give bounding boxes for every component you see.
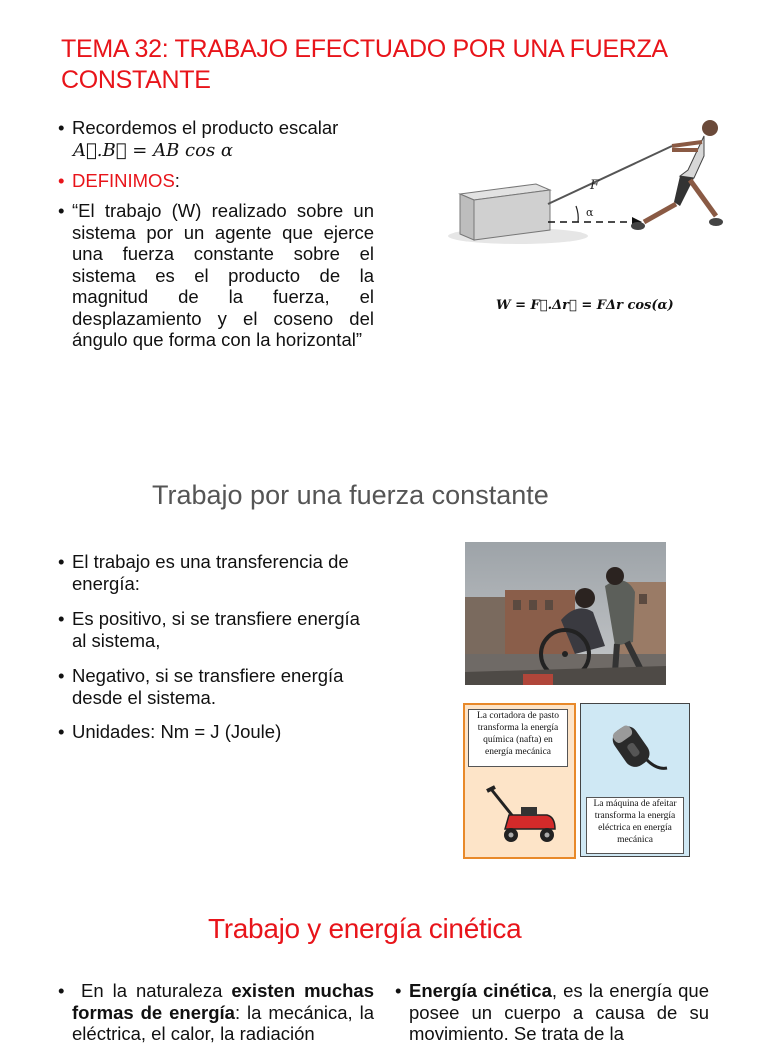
bullet-energy-forms [58, 980, 376, 1044]
energy-forms-post: : la mecánica, la eléctrica, el calor, la radiación [72, 1001, 374, 1044]
angle-label: α [586, 206, 594, 219]
kinetic-bold: Energía cinética [409, 980, 552, 1001]
shaver-icon [603, 714, 669, 780]
shaver-caption-box [586, 797, 684, 854]
bullet-text: Recordemos el producto escalar [72, 117, 339, 138]
definimos-label: DEFINIMOS [72, 170, 175, 191]
bullet-glyph: • [58, 117, 65, 138]
mower-caption: La cortadora de pasto transforma la energía química (nafta) en energía mecánica [476, 711, 560, 757]
bullet-glyph: • [58, 551, 65, 572]
lawnmower-icon [485, 785, 557, 849]
slide1-title: TEMA 32: TRABAJO EFECTUADO POR UNA FUERZA CONSTANTE [61, 35, 667, 94]
work-formula: W = F⃗.Δr⃗ = FΔr cos(α) [496, 298, 674, 313]
bullet-text: El trabajo es una transferencia de energía: [72, 551, 349, 594]
pulling-block-figure [448, 116, 720, 246]
bullet-glyph: • [58, 170, 65, 191]
bullet-text: Negativo, si se transfiere energía desde el sistema. [72, 665, 344, 708]
bullet-glyph: • [58, 665, 65, 686]
bullet-glyph: • [58, 608, 65, 629]
shaver-caption: La máquina de afeitar transforma la energía eléctrica en energía mecánica [593, 799, 677, 845]
mower-card [463, 703, 576, 859]
bullet-glyph: • [58, 721, 65, 742]
definition-text: “El trabajo (W) realizado sobre un sistema por un agente que ejerce una fuerza constante sobre el sistema es el producto de la magnitud de la fuerza, el desplazamiento y el coseno del ángulo que forma con la horizontal” [72, 200, 374, 350]
bullet-glyph: • [58, 200, 65, 221]
bullet-glyph: • [58, 980, 65, 1001]
force-label: F [590, 178, 600, 193]
bullet-text: Es positivo, si se transfiere energía al sistema, [72, 608, 360, 651]
bullet-kinetic-energy [395, 980, 713, 1044]
energy-forms-bold: existen muchas formas de energía [72, 980, 375, 1023]
definimos-colon: : [174, 170, 180, 191]
mower-caption-box [468, 709, 568, 767]
slide2-title: Trabajo por una fuerza constante [152, 480, 549, 510]
wheelchair-photo [465, 542, 666, 685]
bullet-text: Unidades: Nm = J (Joule) [72, 721, 282, 742]
slide3-title: Trabajo y energía cinética [208, 913, 522, 944]
bullet-glyph: • [395, 980, 402, 1001]
kinetic-post: , es la energía que posee un cuerpo a causa de su movimiento. Se trata de la [409, 980, 709, 1044]
scalar-formula: A⃗.B⃗ = AB cos α [73, 140, 234, 161]
shaver-card [580, 703, 690, 857]
energy-forms-pre: En la naturaleza [80, 980, 223, 1001]
